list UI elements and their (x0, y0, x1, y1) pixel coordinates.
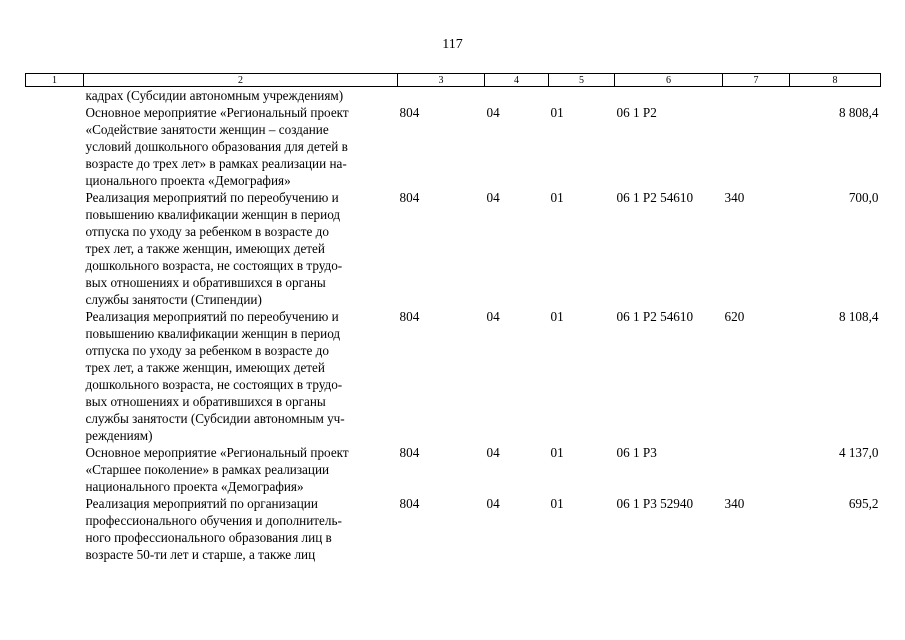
row-code-gr: 804 (399, 445, 420, 460)
table-row (26, 104, 881, 189)
row-name-line: ного профессионального образования лиц в (85, 530, 332, 545)
row-code-rz: 04 (486, 445, 500, 460)
row-name-line: службы занятости (Стипендии) (85, 292, 262, 307)
row-code-rz (485, 87, 549, 105)
row-name-line: трех лет, а также женщин, имеющих детей (85, 241, 325, 256)
row-name-line: Основное мероприятие «Региональный проект (85, 445, 349, 460)
row-amount (790, 87, 881, 105)
table-row (26, 444, 881, 495)
row-name-line: отпуска по уходу за ребенком в возрасте до (85, 224, 329, 239)
row-amount: 8 108,4 (838, 309, 879, 324)
row-cell-1 (26, 495, 84, 563)
row-code-pr: 01 (550, 445, 564, 460)
row-name-line: дошкольного возраста, не состоящих в трудо- (85, 258, 343, 273)
row-code-gr: 804 (399, 496, 420, 511)
row-name-line: кадрах (Субсидии автономным учреждениям) (85, 88, 344, 103)
row-name-line: повышению квалификации женщин в период (85, 326, 341, 341)
header-col-6: 6 (615, 74, 723, 87)
row-cell-1 (26, 87, 84, 105)
row-name-line: вых отношениях и обратившихся в органы (85, 275, 326, 290)
table-row (26, 308, 881, 444)
row-name-line: возрасте 50-ти лет и старше, а также лиц (85, 547, 316, 562)
row-code-vr (723, 444, 790, 495)
row-code-rz: 04 (486, 190, 500, 205)
row-code-pr: 01 (550, 105, 564, 120)
header-col-2: 2 (84, 74, 398, 87)
row-name-cell (84, 444, 398, 495)
row-code-rz: 04 (486, 105, 500, 120)
row-amount: 8 808,4 (838, 105, 879, 120)
row-name-line: «Содействие занятости женщин – создание (85, 122, 329, 137)
row-cell-1 (26, 444, 84, 495)
row-code-csr (615, 87, 723, 105)
page-number: 117 (442, 37, 463, 52)
row-code-pr: 01 (550, 190, 564, 205)
row-name-cell (84, 308, 398, 444)
row-name-line: ционального проекта «Демография» (85, 173, 291, 188)
row-name-line: возрасте до трех лет» в рамках реализации на- (85, 156, 347, 171)
row-name-line: условий дошкольного образования для детей в (85, 139, 348, 154)
row-name-cell (84, 495, 398, 563)
row-code-pr (549, 87, 615, 105)
row-code-csr: 06 1 P2 54610 (616, 309, 694, 324)
row-code-rz: 04 (486, 309, 500, 324)
header-row (26, 74, 881, 87)
row-code-vr: 340 (724, 190, 745, 205)
row-code-vr: 340 (724, 496, 745, 511)
row-code-gr: 804 (399, 105, 420, 120)
row-code-vr: 620 (724, 309, 745, 324)
header-col-8: 8 (790, 74, 881, 87)
row-code-gr: 804 (399, 309, 420, 324)
row-code-pr: 01 (550, 496, 564, 511)
row-name-cell (84, 87, 398, 105)
row-name-line: трех лет, а также женщин, имеющих детей (85, 360, 325, 375)
row-name-line: службы занятости (Субсидии автономным уч- (85, 411, 345, 426)
row-name-line: повышению квалификации женщин в период (85, 207, 341, 222)
row-name-line: Основное мероприятие «Региональный проект (85, 105, 349, 120)
table-row (26, 495, 881, 563)
row-code-csr: 06 1 P3 (616, 445, 657, 460)
row-code-csr: 06 1 P2 54610 (616, 190, 694, 205)
row-name-line: отпуска по уходу за ребенком в возрасте до (85, 343, 329, 358)
header-col-7: 7 (723, 74, 790, 87)
row-name-line: национального проекта «Демография» (85, 479, 304, 494)
header-col-4: 4 (485, 74, 549, 87)
row-code-pr: 01 (550, 309, 564, 324)
row-code-csr: 06 1 P3 52940 (616, 496, 694, 511)
row-code-csr: 06 1 P2 (616, 105, 657, 120)
row-code-gr (398, 87, 485, 105)
header-col-3: 3 (398, 74, 485, 87)
row-amount: 700,0 (848, 190, 879, 205)
row-code-vr (723, 104, 790, 189)
row-cell-1 (26, 189, 84, 308)
row-name-cell (84, 189, 398, 308)
table-row (26, 87, 881, 105)
header-col-1: 1 (26, 74, 84, 87)
row-amount: 4 137,0 (838, 445, 879, 460)
row-name-line: Реализация мероприятий по организации (85, 496, 318, 511)
row-code-vr (723, 87, 790, 105)
row-name-line: вых отношениях и обратившихся в органы (85, 394, 326, 409)
row-name-line: реждениям) (85, 428, 153, 443)
budget-table (25, 73, 881, 563)
row-name-line: Реализация мероприятий по переобучению и (85, 190, 339, 205)
header-col-5: 5 (549, 74, 615, 87)
table-row (26, 189, 881, 308)
row-code-gr: 804 (399, 190, 420, 205)
row-name-line: «Старшее поколение» в рамках реализации (85, 462, 330, 477)
row-name-cell (84, 104, 398, 189)
row-name-line: дошкольного возраста, не состоящих в трудо- (85, 377, 343, 392)
row-code-rz: 04 (486, 496, 500, 511)
row-amount: 695,2 (848, 496, 879, 511)
row-cell-1 (26, 104, 84, 189)
row-name-line: профессионального обучения и дополнитель- (85, 513, 342, 528)
row-cell-1 (26, 308, 84, 444)
row-name-line: Реализация мероприятий по переобучению и (85, 309, 339, 324)
